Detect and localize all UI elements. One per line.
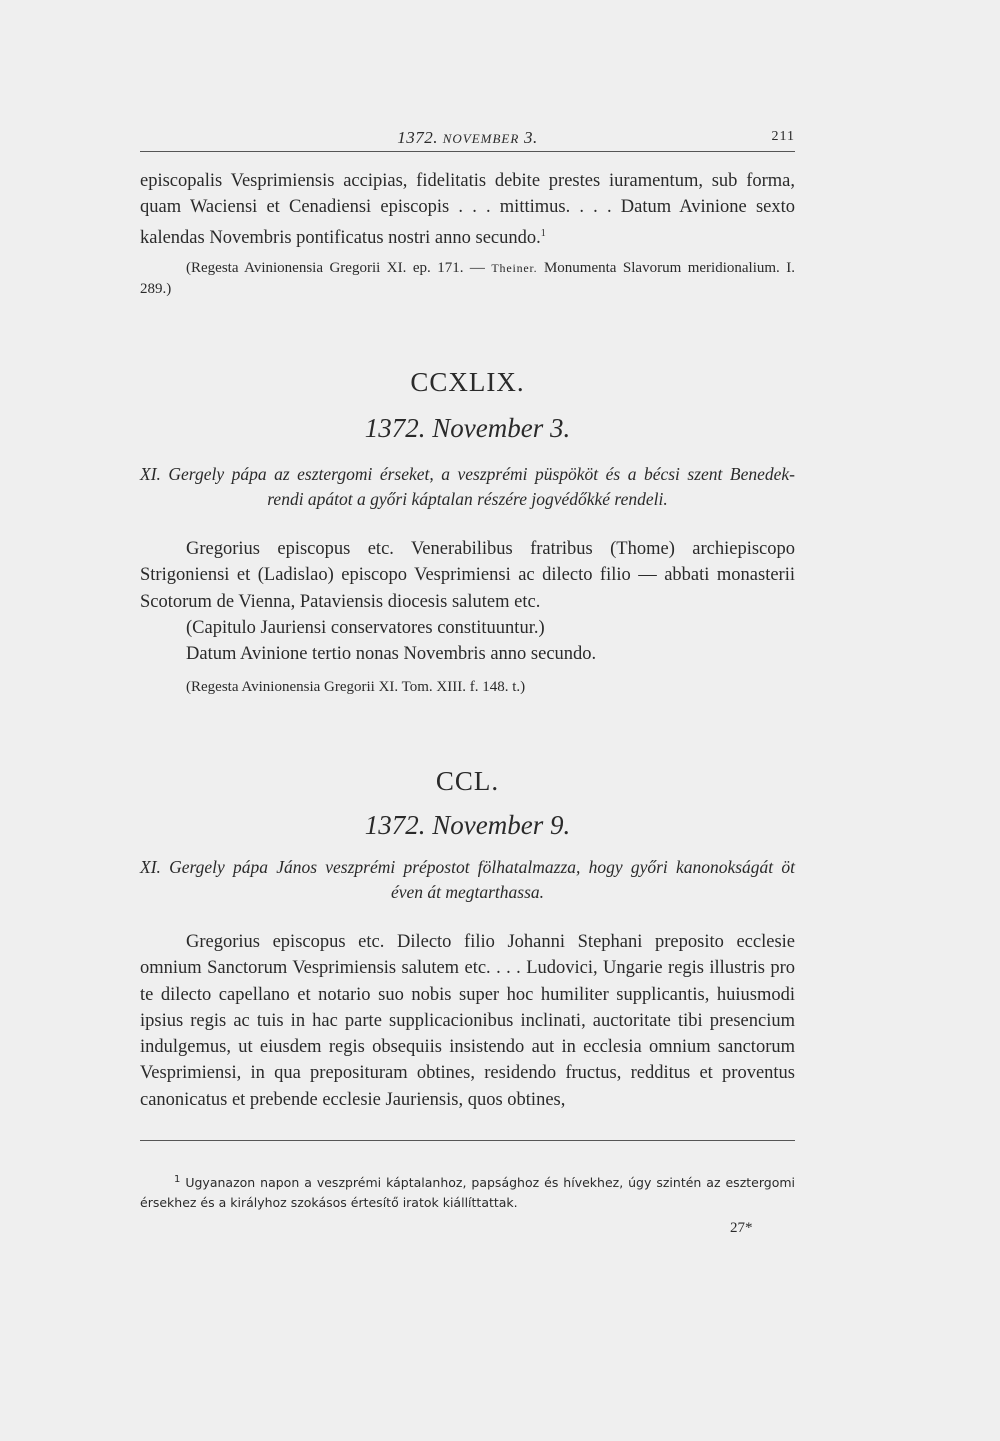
running-head: [140, 128, 795, 150]
source-citation: (Regesta Avinionensia Gregorii XI. Tom. XIII. f. 148. t.): [186, 679, 526, 695]
document-date: 1372. November 3.: [364, 413, 571, 443]
running-head-month: NOVEMBER: [442, 131, 520, 146]
header-rule: [140, 151, 795, 152]
document-body: Gregorius episcopus etc. Venerabilibus fratribus (Thome) archiepiscopo Strigoniensi et (Ladislao) episcopo Vesprimiensi ac dilecto filio — abbati monasterii Scotorum de Vienna, Pataviensis diocesis salutem etc. (Capitulo Jauriensi conservatores constituuntur.) Datum Avinione tertio nonas Novembris anno secundo.: [140, 539, 795, 665]
footnote-rule: [140, 1140, 795, 1141]
footnote-mark: 1: [540, 227, 546, 239]
running-head-title: 1372. NOVEMBER 3.: [397, 128, 538, 147]
footnote-number: 1: [174, 1174, 181, 1185]
continuation-text: episcopalis Vesprimiensis accipias, fidelitatis debite prestes iuramentum, sub forma, quam Waciensi et Cenadiensi episcopis . . . mittimus. . . . Datum Avinione sexto kalendas Novembris pontificatus nostri anno secundo.$^1$: [140, 171, 795, 248]
source-citation: (Regesta Avinionensia Gregorii XI. ep. 171. — Theiner. Monumenta Slavorum meridionalium. I. 289.): [140, 260, 795, 297]
footnote: $^1$ Ugyanazon napon a veszprémi káptalanhoz, papsághoz és hívekhez, úgy szintén az esztergomi érsekhez és a királyhoz szokásos értesítő iratok kiállíttattak.: [140, 1174, 795, 1211]
signature-mark: 27*: [730, 1220, 753, 1236]
page-number: 211: [771, 129, 795, 144]
document-body: Gregorius episcopus etc. Dilecto filio Johanni Stephani preposito ecclesie omnium Sanctorum Vesprimiensis salutem etc. . . . Ludovici, Ungarie regis illustris pro te dilecto capellano et notario suo nobis super hoc humiliter supplicantis, huiusmodi ipsius regis ac tuis in hac parte supplicacionibus inclinati, auctoritate tibi presencium indulgemus, ut eiusdem regis obsequiis insistendo aut in ecclesia omnium sanctorum Vesprimiensi, in qua preposituram obtines, residendo fructus, redditus et proventus canonicatus et prebende ecclesie Jauriensis, quos obtines,: [140, 932, 795, 1110]
document-regest: XI. Gergely pápa János veszprémi prépostot fölhatalmazza, hogy győri kanonokságát öt éven át megtarthassa.: [140, 857, 795, 902]
document-number: CCXLIX.: [410, 367, 525, 397]
document-regest: XI. Gergely pápa az esztergomi érseket, a veszprémi püspököt és a bécsi szent Benedek- rendi apátot a győri káptalan részére jogvédőkké rendeli.: [140, 464, 795, 509]
document-date: 1372. November 9.: [364, 810, 571, 840]
source-author: Theiner.: [491, 261, 538, 275]
document-number: CCL.: [435, 766, 500, 796]
